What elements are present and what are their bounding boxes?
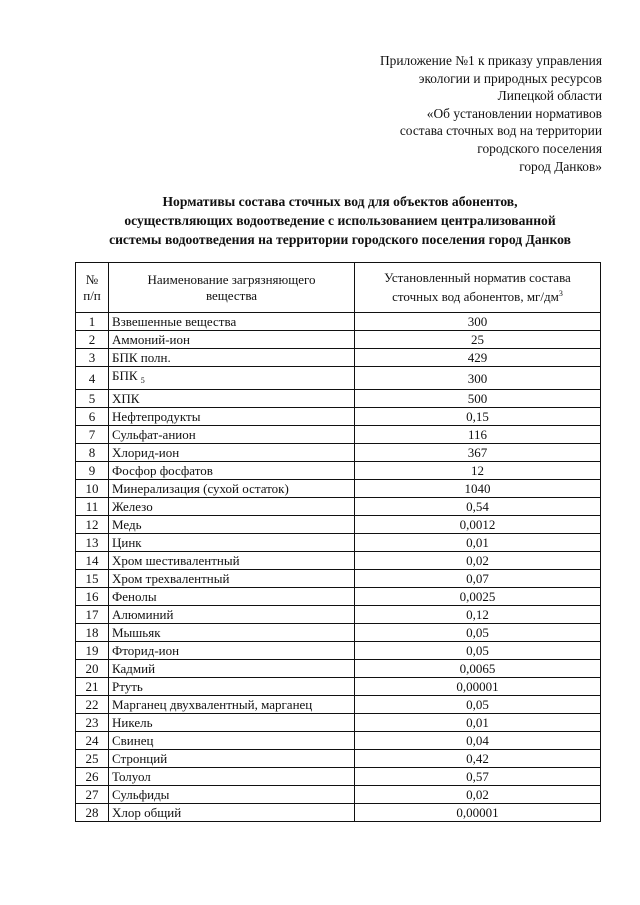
row-number: 11 (76, 498, 109, 516)
pollutant-name-text: Хлорид-ион (112, 445, 180, 460)
pollutant-name-text: Сульфиды (112, 787, 170, 802)
table-row (76, 516, 601, 534)
pollutant-name (109, 642, 355, 660)
header-established-norm: Установленный норматив состава сточных вод абонентов, $мг/дм^3$ (355, 263, 601, 313)
pollutant-name-text: Стронций (112, 751, 168, 766)
pollutant-name (109, 732, 355, 750)
pollutant-name-text: Никель (112, 715, 153, 730)
row-number: 3 (76, 349, 109, 367)
pollutant-name-text: Цинк (112, 535, 142, 550)
row-number: 6 (76, 408, 109, 426)
pollutant-name (109, 313, 355, 331)
table-row (76, 462, 601, 480)
norm-value: 300 (355, 313, 601, 331)
table-row (76, 331, 601, 349)
annex-line: Приложение №1 к приказу управления (380, 53, 602, 68)
table-row (76, 588, 601, 606)
table-row (76, 367, 601, 390)
row-number: 24 (76, 732, 109, 750)
table-row (76, 480, 601, 498)
norm-value: 0,01 (355, 714, 601, 732)
row-number: 19 (76, 642, 109, 660)
table-row (76, 786, 601, 804)
table-row (76, 313, 601, 331)
pollutant-name (109, 462, 355, 480)
table-row (76, 804, 601, 822)
row-number: 21 (76, 678, 109, 696)
row-number: 14 (76, 552, 109, 570)
pollutant-name-text: Аммоний-ион (112, 332, 190, 347)
norm-value: 0,00001 (355, 804, 601, 822)
row-number: 2 (76, 331, 109, 349)
norm-value: 0,05 (355, 624, 601, 642)
norm-value: 0,02 (355, 786, 601, 804)
annex-line: городского поселения (477, 140, 602, 156)
norm-value: 0,0025 (355, 588, 601, 606)
norm-value: 0,04 (355, 732, 601, 750)
annex-line: город Данков» (519, 158, 602, 174)
annex-line: состава сточных вод на территории (399, 123, 602, 139)
table-row (76, 678, 601, 696)
pollutant-name (109, 786, 355, 804)
pollutant-name (109, 480, 355, 498)
title-line: осуществляющих водоотведение с использованием централизованной (124, 213, 556, 228)
pollutant-name-text: Хром шестивалентный (112, 553, 240, 568)
pollutant-name (109, 768, 355, 786)
row-number: 12 (76, 516, 109, 534)
pollutant-name (109, 498, 355, 516)
pollutant-name-text: ХПК (112, 391, 140, 406)
pollutant-name-text: Ртуть (112, 679, 143, 694)
pollutant-name (109, 552, 355, 570)
row-number: 5 (76, 390, 109, 408)
row-number: 17 (76, 606, 109, 624)
table-row (76, 570, 601, 588)
pollutant-name (109, 750, 355, 768)
row-number: 18 (76, 624, 109, 642)
pollutant-name (109, 331, 355, 349)
unit-exponent: 3 (558, 289, 563, 298)
pollutant-name-text: Хром трехвалентный (112, 571, 230, 586)
norm-value: 0,54 (355, 498, 601, 516)
pollutant-name (109, 390, 355, 408)
table-row (76, 660, 601, 678)
header-number: № п/п (76, 263, 109, 313)
table-row (76, 696, 601, 714)
pollutant-name-text: Сульфат-анион (112, 427, 196, 442)
pollutant-name (109, 367, 355, 390)
pollutant-name-text: Минерализация (сухой остаток) (112, 481, 289, 496)
pollutant-name (109, 696, 355, 714)
norm-value: 0,02 (355, 552, 601, 570)
header-pollutant-name: Наименование загрязняющего вещества (109, 263, 355, 313)
norm-value: 0,0012 (355, 516, 601, 534)
pollutant-name (109, 804, 355, 822)
pollutant-name-text: Фенолы (112, 589, 157, 604)
order-annex-reference (282, 52, 602, 175)
pollutant-name-text: Кадмий (112, 661, 156, 676)
table-row (76, 768, 601, 786)
pollutant-name (109, 534, 355, 552)
table-row (76, 498, 601, 516)
norm-value: 0,05 (355, 696, 601, 714)
norm-value: 0,0065 (355, 660, 601, 678)
pollutant-name-text: Взвешенные вещества (112, 314, 237, 329)
norms-table-header (76, 263, 601, 313)
pollutant-name (109, 349, 355, 367)
pollutant-name (109, 444, 355, 462)
norm-value: 500 (355, 390, 601, 408)
table-row (76, 750, 601, 768)
norm-value: 0,01 (355, 534, 601, 552)
row-number: 28 (76, 804, 109, 822)
row-number: 22 (76, 696, 109, 714)
row-number: 26 (76, 768, 109, 786)
table-row (76, 408, 601, 426)
norm-value: 0,15 (355, 408, 601, 426)
row-number: 10 (76, 480, 109, 498)
document-title (60, 192, 620, 249)
pollutant-name-text: Хлор общий (112, 805, 182, 820)
pollutant-name (109, 660, 355, 678)
pollutant-name (109, 606, 355, 624)
norm-value: 0,42 (355, 750, 601, 768)
norm-value: 300 (355, 367, 601, 390)
pollutant-name-subscript: 5 (140, 376, 145, 385)
pollutant-name-text: Железо (112, 499, 153, 514)
annex-line: «Об установлении нормативов (426, 105, 602, 121)
norm-value: 0,05 (355, 642, 601, 660)
pollutant-name (109, 588, 355, 606)
pollutant-name (109, 714, 355, 732)
table-row (76, 606, 601, 624)
title-line: системы водоотведения на территории городского поселения город Данков (109, 232, 571, 247)
row-number: 1 (76, 313, 109, 331)
row-number: 8 (76, 444, 109, 462)
pollutant-name-text: Нефтепродукты (112, 409, 201, 424)
norm-value: 0,57 (355, 768, 601, 786)
pollutant-name-text: Марганец двухвалентный, марганец (112, 697, 313, 712)
norm-value: 12 (355, 462, 601, 480)
table-row (76, 552, 601, 570)
norm-value: 1040 (355, 480, 601, 498)
table-row (76, 732, 601, 750)
pollutant-name (109, 678, 355, 696)
pollutant-name (109, 570, 355, 588)
row-number: 25 (76, 750, 109, 768)
norm-value: 0,07 (355, 570, 601, 588)
pollutant-name-text: Фосфор фосфатов (112, 463, 213, 478)
row-number: 7 (76, 426, 109, 444)
norms-table (75, 262, 601, 822)
table-row (76, 444, 601, 462)
row-number: 4 (76, 367, 109, 390)
pollutant-name-text: Мышьяк (112, 625, 161, 640)
pollutant-name (109, 408, 355, 426)
row-number: 23 (76, 714, 109, 732)
norm-value: 0,00001 (355, 678, 601, 696)
pollutant-name-text: Фторид-ион (112, 643, 180, 658)
norms-table-body (76, 313, 601, 822)
norm-value: 116 (355, 426, 601, 444)
pollutant-name-text: БПК (112, 368, 138, 383)
pollutant-name-text: Алюминий (112, 607, 174, 622)
row-number: 27 (76, 786, 109, 804)
norm-value: 25 (355, 331, 601, 349)
pollutant-name (109, 516, 355, 534)
norm-value: 429 (355, 349, 601, 367)
table-row (76, 714, 601, 732)
pollutant-name (109, 624, 355, 642)
table-row (76, 349, 601, 367)
annex-line: Липецкой области (497, 88, 602, 104)
table-row (76, 624, 601, 642)
row-number: 15 (76, 570, 109, 588)
pollutant-name-text: Толуол (112, 769, 151, 784)
table-row (76, 642, 601, 660)
table-row (76, 426, 601, 444)
row-number: 13 (76, 534, 109, 552)
row-number: 20 (76, 660, 109, 678)
pollutant-name-text: Свинец (112, 733, 154, 748)
pollutant-name (109, 426, 355, 444)
norm-value: 0,12 (355, 606, 601, 624)
norm-value: 367 (355, 444, 601, 462)
pollutant-name-text: БПК полн. (112, 350, 171, 365)
title-line: Нормативы состава сточных вод для объектов абонентов, (162, 194, 518, 209)
row-number: 9 (76, 462, 109, 480)
row-number: 16 (76, 588, 109, 606)
table-row (76, 534, 601, 552)
annex-line: экологии и природных ресурсов (418, 70, 602, 86)
pollutant-name-text: Медь (112, 517, 142, 532)
table-row (76, 390, 601, 408)
